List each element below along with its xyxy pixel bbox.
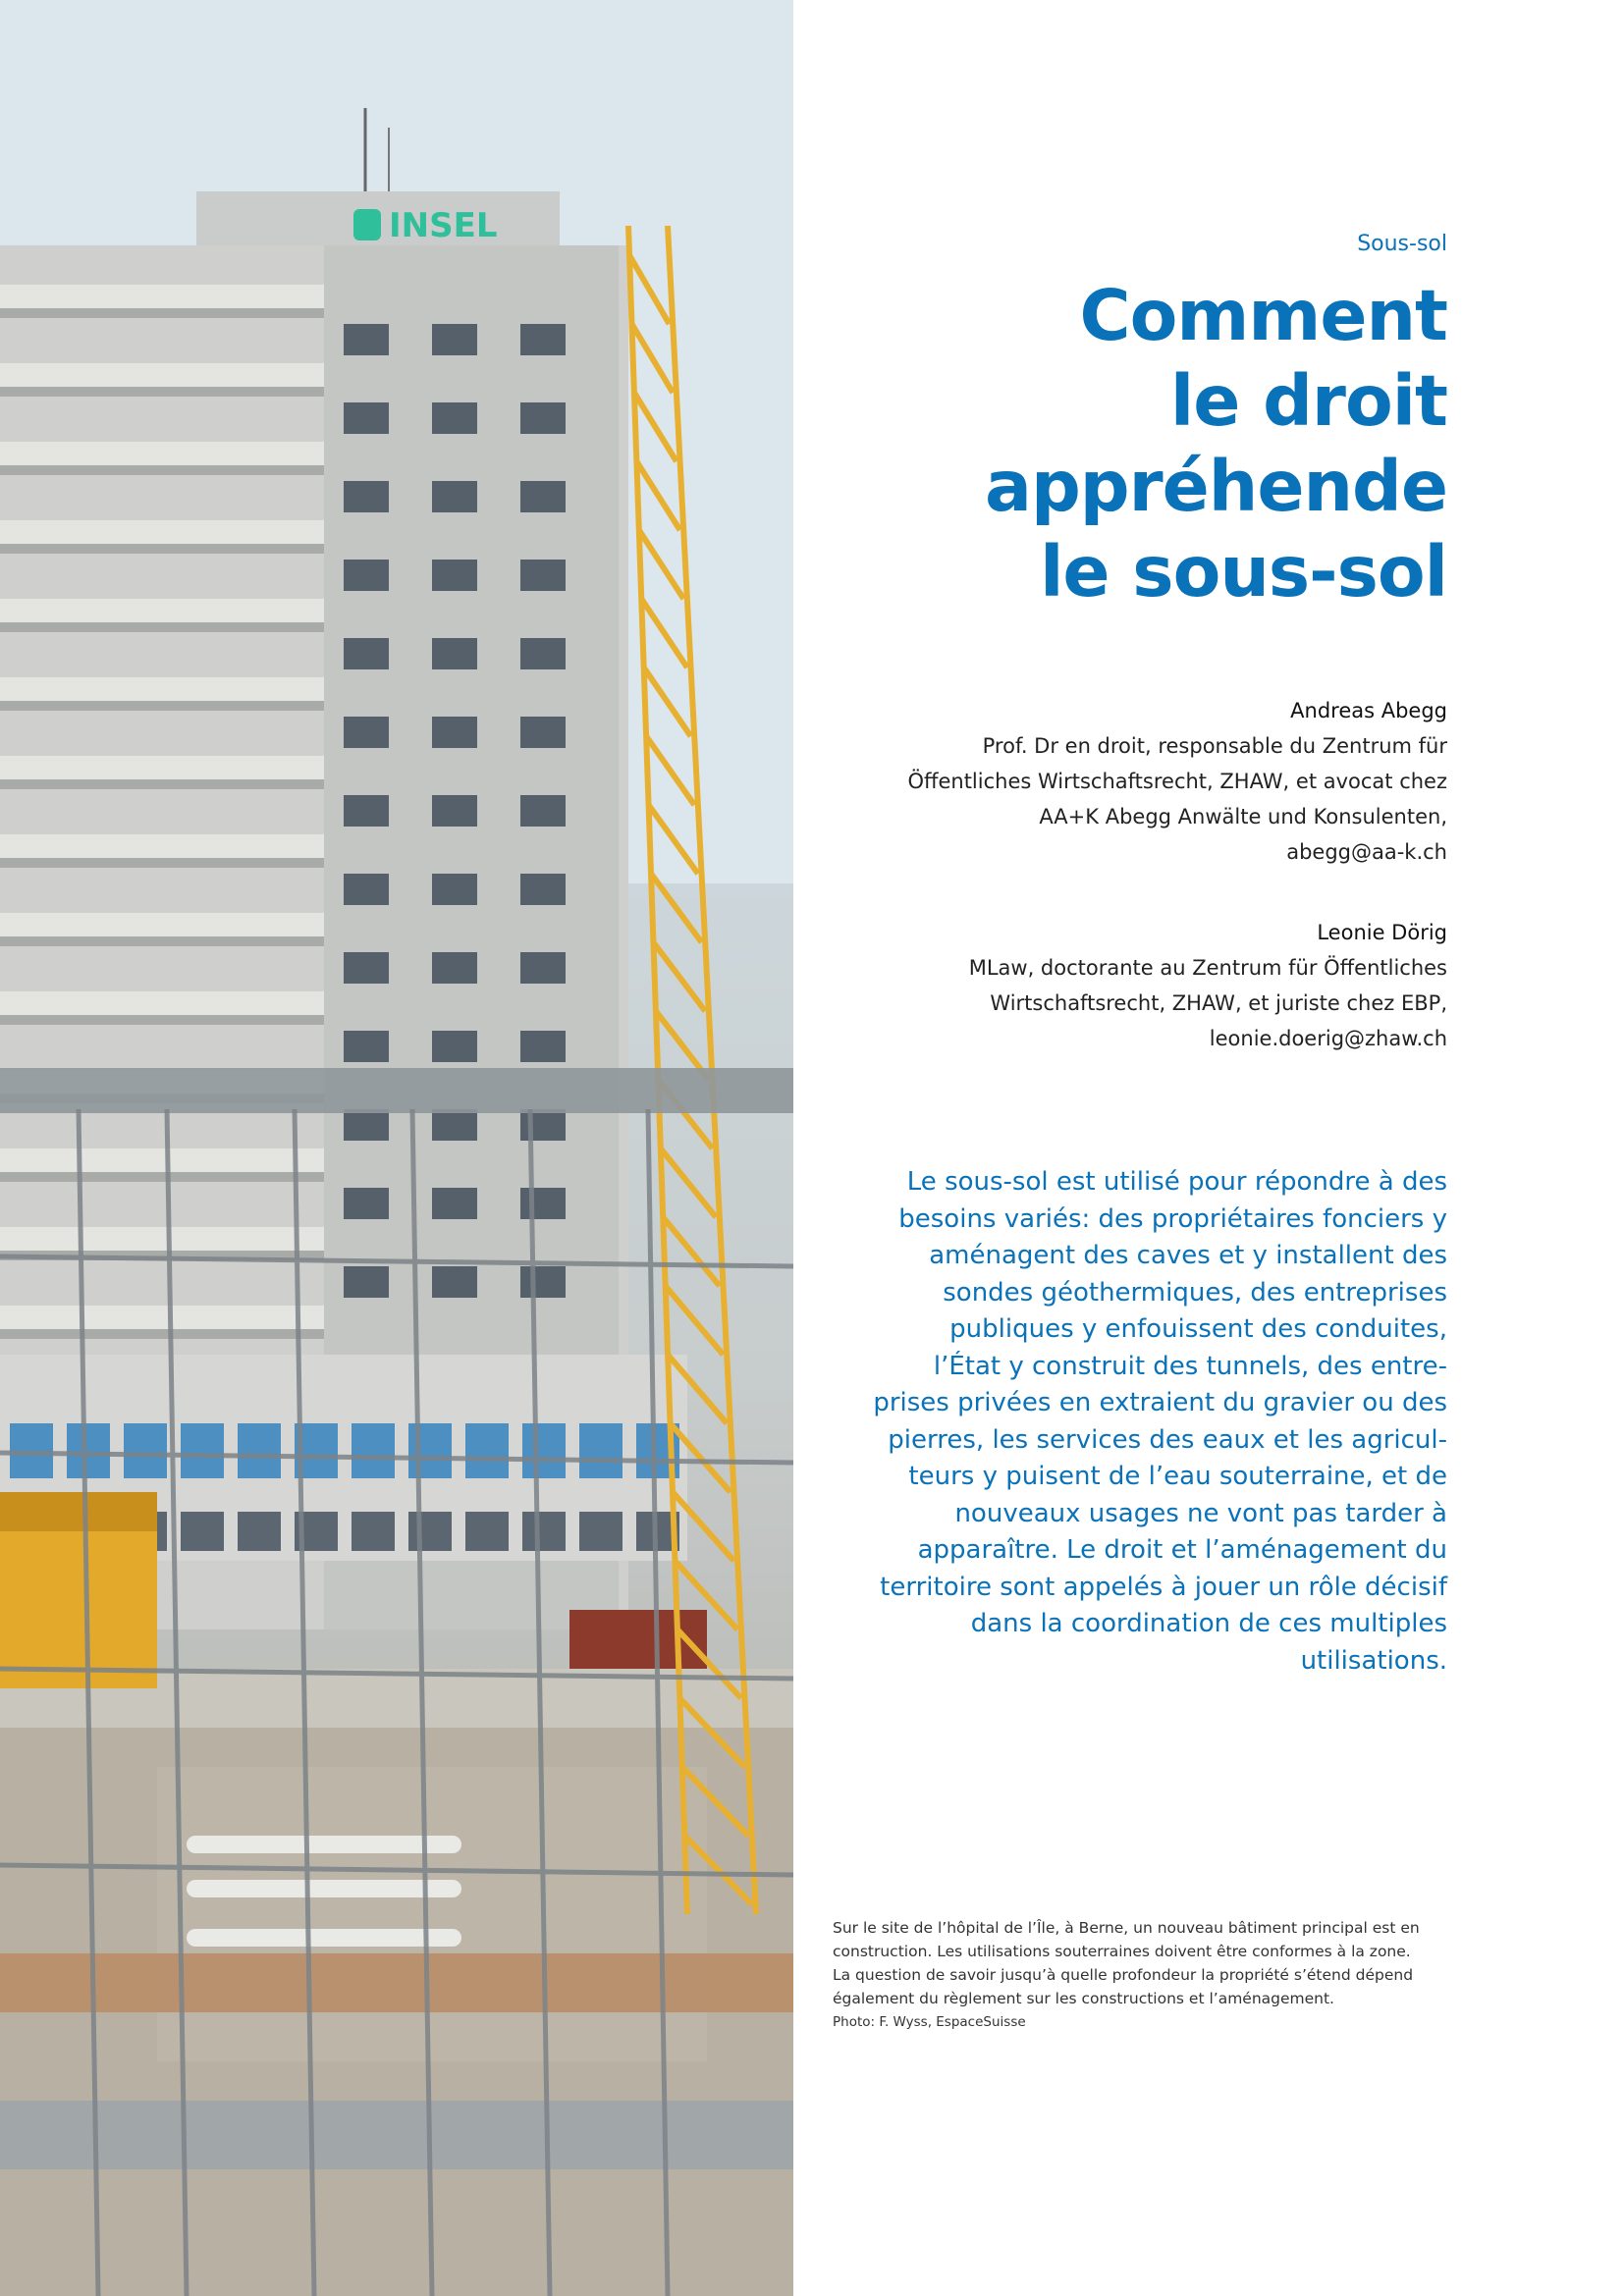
photo-shape <box>520 324 566 355</box>
photo-shape <box>0 779 324 789</box>
photo-shape <box>352 1423 395 1478</box>
caption-line: Sur le site de l’hôpital de l’Île, à Berne, un nouveau bâtiment principal est en <box>833 1919 1420 1937</box>
photo-shape <box>344 795 389 827</box>
photo-shape <box>0 520 324 544</box>
photo-shape <box>0 936 324 946</box>
photo-shape <box>651 874 702 942</box>
photo-shape <box>344 638 389 669</box>
author-bio-line: Prof. Dr en droit, responsable du Zentrum für <box>982 734 1447 758</box>
author-bio-line: MLaw, doctorante au Zentrum für Öffentliches <box>968 956 1447 980</box>
photo-shape <box>432 1109 477 1141</box>
author-name: Andreas Abegg <box>1290 699 1447 722</box>
photo-shape <box>520 560 566 591</box>
photo-shape <box>520 1266 566 1298</box>
author-bio-line: Wirtschaftsrecht, ZHAW, et juriste chez EBP, <box>990 991 1447 1015</box>
lead-line: dans la coordination de ces multiples <box>970 1609 1447 1638</box>
lead-line: aménagent des caves et y installent des <box>929 1241 1447 1270</box>
lead-line: nouveaux usages ne vont pas tarder à <box>954 1498 1447 1528</box>
photo-shape <box>432 1266 477 1298</box>
lead-line: publiques y enfouissent des conduites, <box>949 1314 1447 1344</box>
photo-shape <box>238 1512 281 1551</box>
photo-shape <box>352 1512 395 1551</box>
lead-line: l’État y construit des tunnels, des entre- <box>933 1351 1447 1381</box>
author-email[interactable]: abegg@aa-k.ch <box>1286 840 1447 864</box>
photo-shape <box>0 1172 324 1182</box>
photo-shape <box>0 677 324 701</box>
lead-line: prises privées en extraient du gravier ou des <box>873 1388 1447 1417</box>
photo-shape <box>663 1217 720 1286</box>
photo-shape <box>432 560 477 591</box>
photo-shape <box>181 1423 224 1478</box>
photo-shape <box>181 1512 224 1551</box>
photo-shape <box>344 324 389 355</box>
title-line: Comment <box>1079 275 1447 356</box>
photo-shape <box>0 544 324 554</box>
photo-shape <box>432 1031 477 1062</box>
photo-caption <box>833 1916 1422 2034</box>
photo-shape <box>522 1512 566 1551</box>
photo-shape <box>187 1836 461 1853</box>
photo-shape <box>344 952 389 984</box>
photo-shape <box>124 1423 167 1478</box>
photo-shape <box>520 874 566 905</box>
photo-illustration <box>0 0 793 2296</box>
photo-shape <box>520 402 566 434</box>
photo-shape <box>465 1423 509 1478</box>
photo-shape <box>520 481 566 512</box>
lead-line: apparaître. Le droit et l’aménagement du <box>917 1535 1447 1565</box>
photo-shape <box>0 308 324 318</box>
photo-shape <box>187 1880 461 1897</box>
photo-shape <box>0 913 324 936</box>
photo-shape <box>344 1266 389 1298</box>
title-line: le sous-sol <box>1040 531 1447 613</box>
photo-shape <box>432 402 477 434</box>
photo-shape <box>0 1015 324 1025</box>
lead-line: besoins variés: des propriétaires fonciers y <box>898 1203 1447 1234</box>
photo-shape <box>653 942 705 1011</box>
photo-shape <box>0 1148 324 1172</box>
photo-shape <box>0 465 324 475</box>
author-name: Leonie Dörig <box>1317 921 1447 944</box>
title-line: appréhende <box>985 446 1447 527</box>
lead-paragraph <box>839 1164 1447 1680</box>
photo-shape <box>238 1423 281 1478</box>
photo-shape <box>0 1306 324 1329</box>
photo-shape <box>520 1188 566 1219</box>
author-block <box>897 915 1447 1056</box>
photo-shape <box>666 1286 724 1355</box>
photo-shape <box>0 858 324 868</box>
photo-shape <box>579 1423 623 1478</box>
author-bio-line: AA+K Abegg Anwälte und Konsulenten, <box>1039 805 1447 828</box>
photo-shape <box>0 1227 324 1251</box>
photo-shape <box>579 1512 623 1551</box>
photo-shape <box>344 402 389 434</box>
lead-line: utilisations. <box>1300 1645 1447 1676</box>
photo-shape <box>432 481 477 512</box>
construction-photo <box>0 0 793 2296</box>
photo-shape <box>432 717 477 748</box>
photo-shape <box>67 1423 110 1478</box>
lead-line: territoire sont appelés à jouer un rôle décisif <box>880 1572 1447 1602</box>
photo-shape <box>344 481 389 512</box>
lead-line: Le sous-sol est utilisé pour répondre à des <box>906 1167 1447 1197</box>
lead-line: teurs y puisent de l’eau souterraine, et de <box>908 1462 1447 1491</box>
photo-shape <box>344 560 389 591</box>
photo-shape <box>187 1929 461 1947</box>
photo-shape <box>520 638 566 669</box>
photo-shape <box>0 599 324 622</box>
photo-shape <box>520 1109 566 1141</box>
photo-shape <box>344 1188 389 1219</box>
photo-shape <box>432 1188 477 1219</box>
author-email[interactable]: leonie.doerig@zhaw.ch <box>1209 1027 1447 1050</box>
photo-shape <box>432 874 477 905</box>
photo-shape <box>0 991 324 1015</box>
photo-shape <box>520 1031 566 1062</box>
section-label: Sous-sol <box>1357 232 1447 256</box>
caption-line: également du règlement sur les constructions et l’aménagement. <box>833 1990 1334 2007</box>
author-bio-line: Öffentliches Wirtschaftsrecht, ZHAW, et avocat chez <box>907 770 1447 793</box>
photo-shape <box>465 1512 509 1551</box>
photo-shape <box>344 1031 389 1062</box>
photo-shape <box>520 795 566 827</box>
caption-line: construction. Les utilisations souterraines doivent être conformes à la zone. <box>833 1943 1411 1960</box>
photo-shape <box>408 1512 452 1551</box>
photo-shape <box>432 638 477 669</box>
photo-shape <box>0 756 324 779</box>
photo-shape <box>0 701 324 711</box>
svg-text:INSEL: INSEL <box>389 206 498 245</box>
insel-sign <box>353 206 497 245</box>
article-title <box>897 273 1447 614</box>
photo-shape <box>344 717 389 748</box>
caption-line: La question de savoir jusqu’à quelle profondeur la propriété s’étend dépend <box>833 1966 1414 1984</box>
lead-line: pierres, les services des eaux et les agricul- <box>888 1424 1447 1455</box>
photo-shape <box>0 387 324 397</box>
author-block <box>897 693 1447 870</box>
photo-shape <box>432 795 477 827</box>
photo-shape <box>0 834 324 858</box>
photo-shape <box>520 717 566 748</box>
photo-shape <box>0 622 324 632</box>
photo-shape <box>520 952 566 984</box>
title-line: le droit <box>1169 360 1447 442</box>
photo-credit: Photo: F. Wyss, EspaceSuisse <box>833 2014 1026 2030</box>
lead-line: sondes géothermiques, des entreprises <box>943 1277 1447 1308</box>
photo-shape <box>408 1423 452 1478</box>
photo-shape <box>432 952 477 984</box>
photo-shape <box>0 363 324 387</box>
photo-shape <box>661 1148 716 1217</box>
photo-shape <box>0 442 324 465</box>
photo-shape <box>344 874 389 905</box>
photo-shape <box>432 324 477 355</box>
photo-shape <box>0 1329 324 1339</box>
photo-shape <box>0 285 324 308</box>
photo-shape <box>344 1109 389 1141</box>
photo-shape <box>522 1423 566 1478</box>
